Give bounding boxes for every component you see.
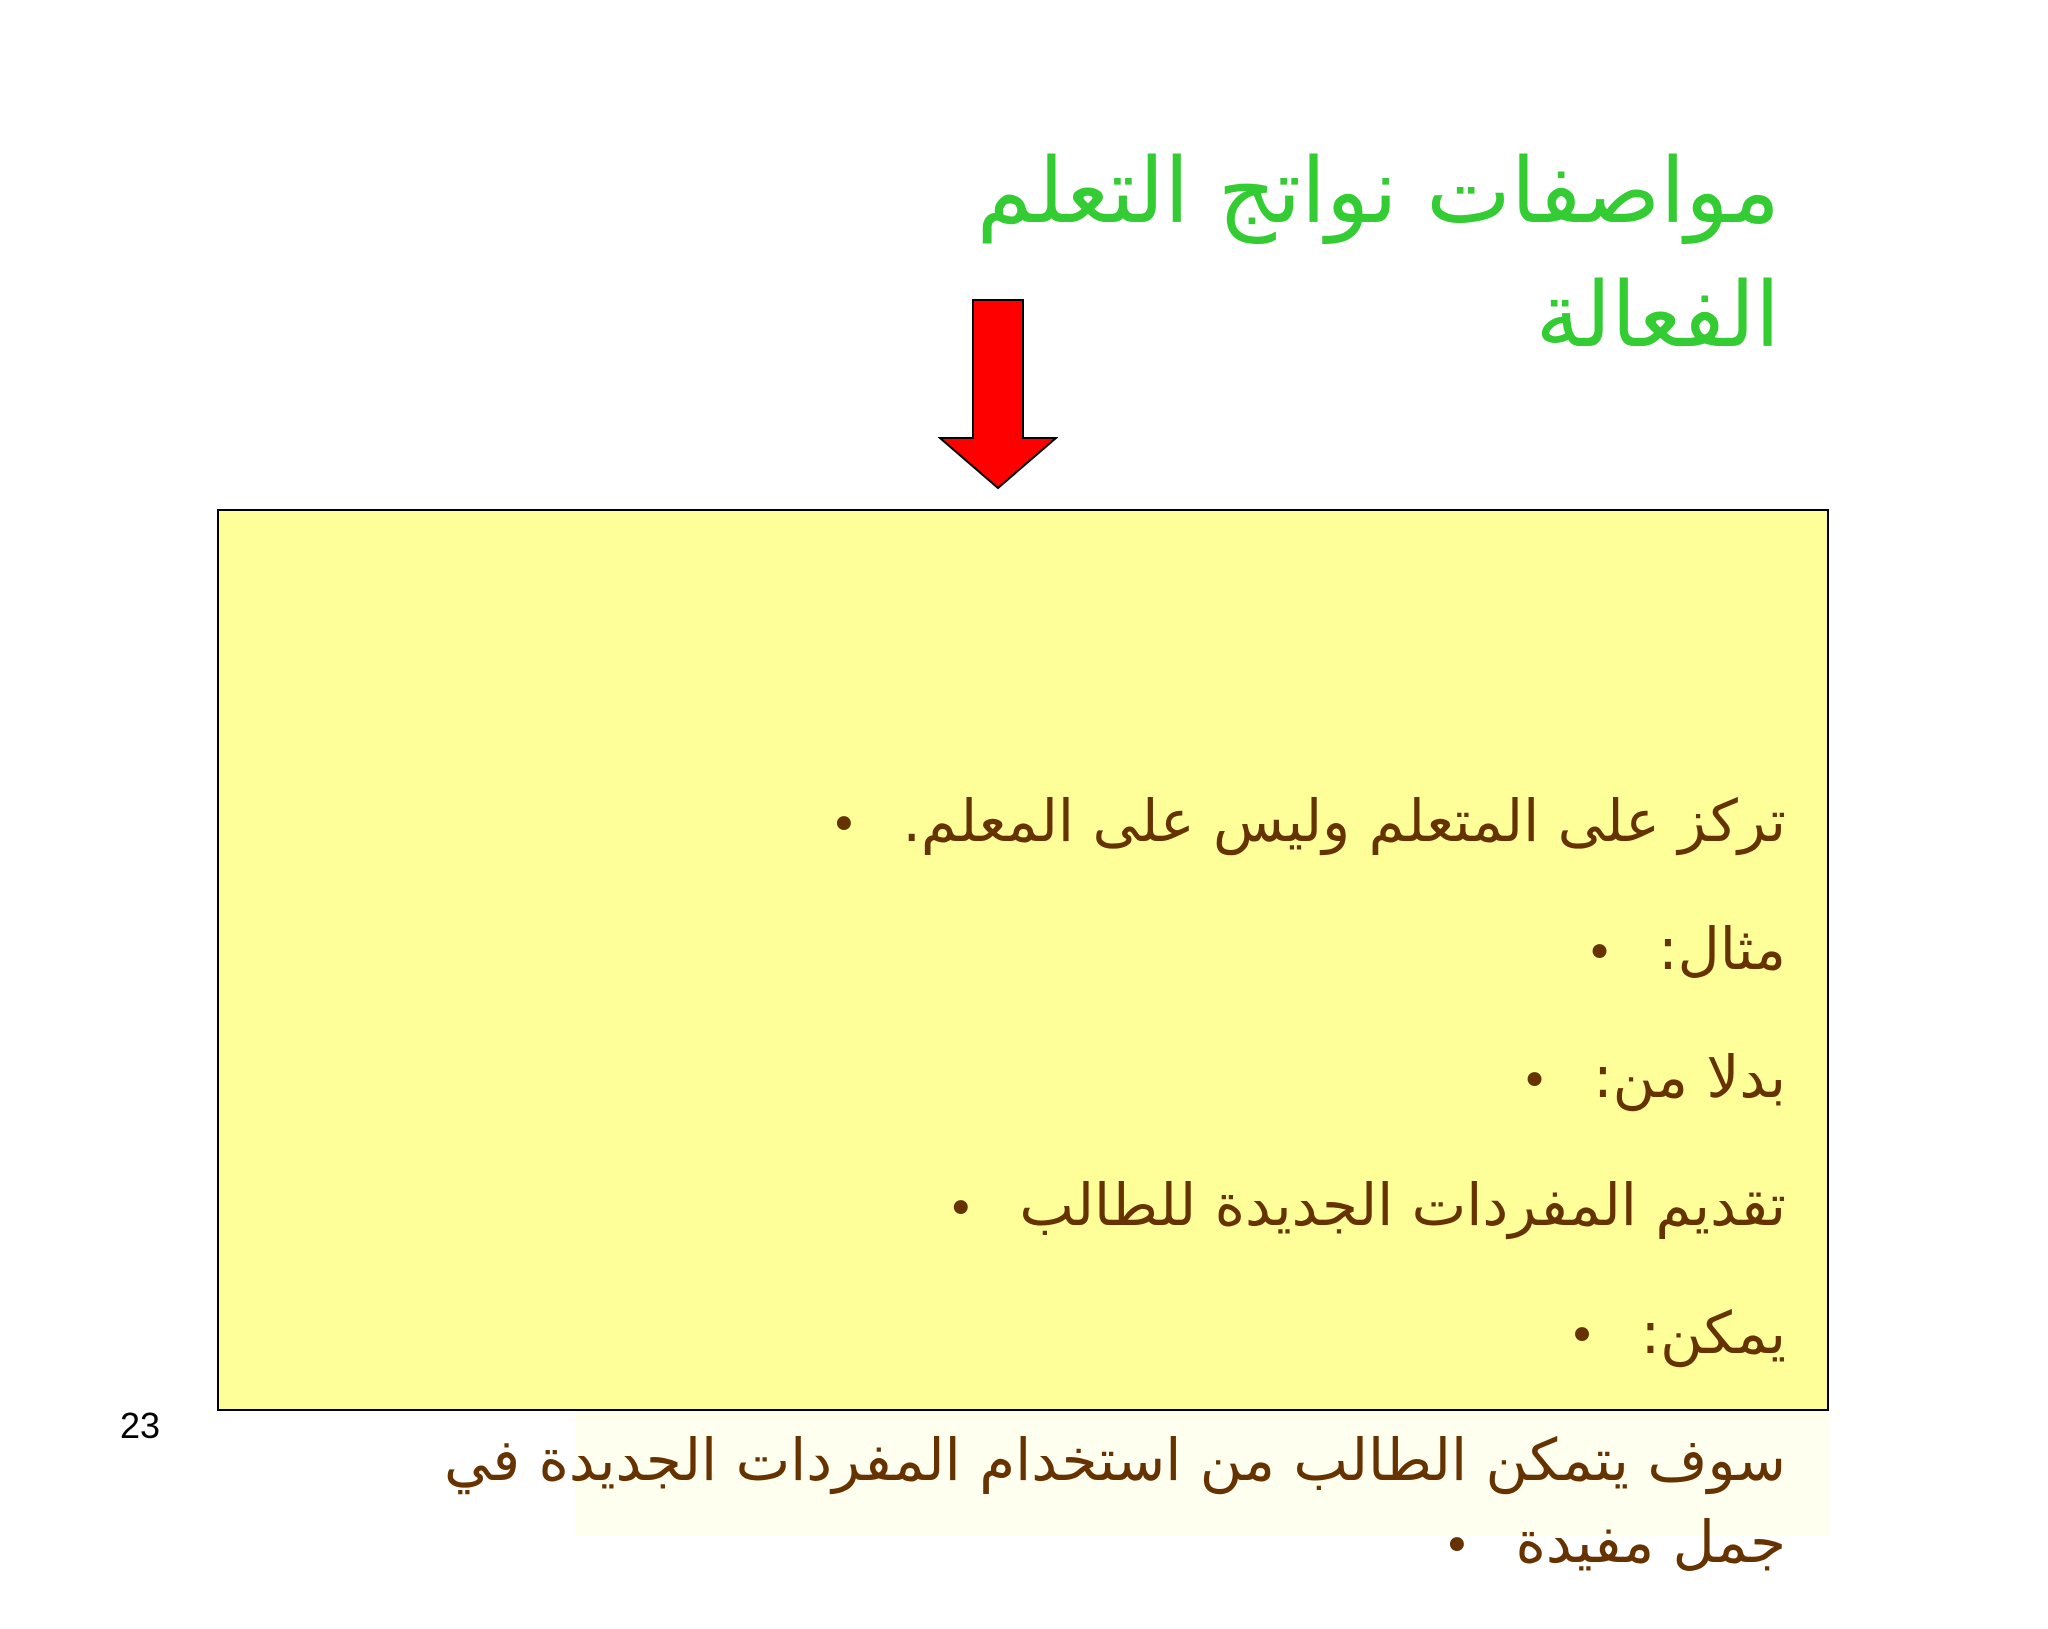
bullet-list [386,780,1786,1629]
bullet-text: مثال: [1658,914,1786,983]
bullet-dot-icon: • [1585,924,1614,981]
bullet-item-focus [386,780,1786,866]
bullet-item-example [386,908,1786,994]
bullet-item-outcome [441,1419,1786,1587]
bullet-item-can [386,1292,1786,1378]
bullet-dot-icon: • [1567,1308,1597,1365]
bullet-item-vocabulary [386,1164,1786,1250]
bullet-dot-icon: • [829,796,859,853]
bullet-dot-icon: • [1442,1518,1472,1575]
bullet-text: سوف يتمكن الطالب من استخدام المفردات الجديدة في جمل مفيدة [443,1426,1786,1577]
bullet-item-instead [386,1036,1786,1122]
bullet-dot-icon: • [1520,1052,1549,1109]
bullet-text: بدلا من: [1593,1042,1786,1111]
bullet-text: يمكن: [1640,1298,1786,1367]
bullet-text: تقديم المفردات الجديدة للطالب [1019,1170,1786,1239]
slide-title: مواصفات نواتج التعلم الفعالة [976,139,1780,368]
slide-number: 23 [120,1405,161,1446]
down-arrow-icon [938,298,1058,490]
bullet-text: تركز على المتعلم وليس على المعلم. [902,787,1786,855]
bullet-dot-icon: • [946,1180,975,1237]
